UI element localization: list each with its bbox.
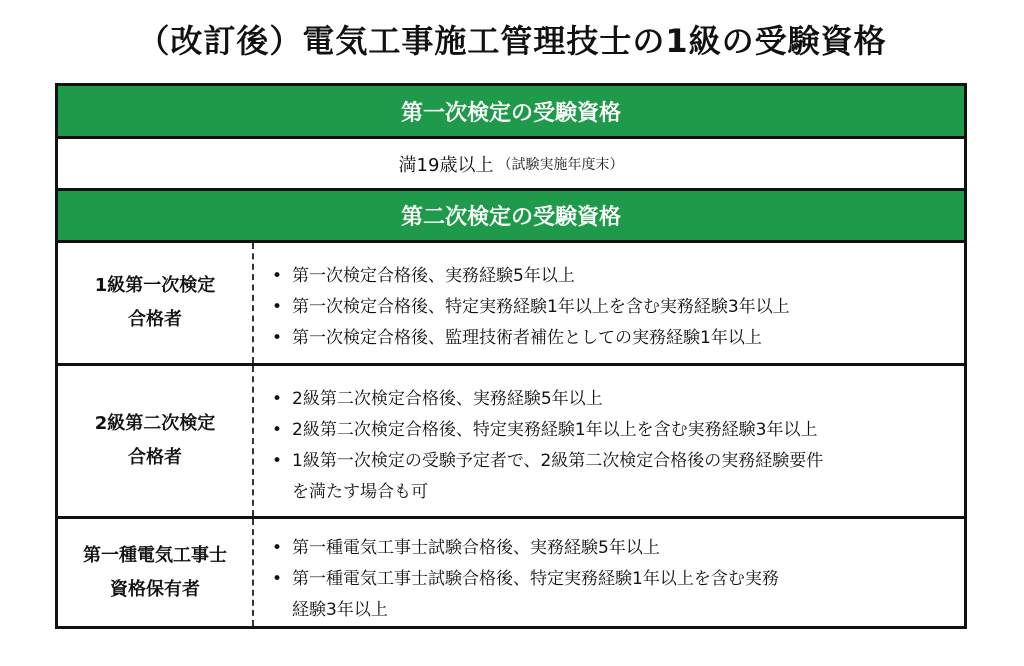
list-item: • 第一次検定合格後、特定実務経験1年以上を含む実務経験3年以上 — [272, 292, 954, 323]
row-label-line: 第一種電気工事士 — [83, 544, 227, 566]
first-exam-requirement: 満19歳以上 — [398, 154, 494, 176]
row-label — [58, 519, 254, 626]
row-label — [58, 243, 254, 363]
list-item: • 1級第一次検定の受験予定者で、2級第二次検定合格後の実務経験要件 を満たす場合も可 — [272, 446, 954, 508]
table-row — [58, 363, 964, 516]
first-exam-note: （試験実施年度末） — [497, 156, 624, 173]
table-row — [58, 243, 964, 363]
list-item: • 第一次検定合格後、監理技術者補佐としての実務経験1年以上 — [272, 323, 954, 354]
qualification-table — [55, 83, 967, 629]
row-conditions — [254, 366, 964, 516]
table-row — [58, 516, 964, 626]
first-exam-requirement-bar — [58, 139, 964, 191]
row-label-line: 合格者 — [128, 309, 182, 330]
row-conditions — [254, 243, 964, 363]
list-item: • 2級第二次検定合格後、実務経験5年以上 — [272, 384, 954, 415]
row-label-line: 2級第二次検定 — [94, 413, 216, 434]
row-conditions — [254, 519, 964, 626]
list-item: • 第一次検定合格後、実務経験5年以上 — [272, 261, 954, 292]
row-label — [58, 366, 254, 516]
second-exam-header: 第二次検定の受験資格 — [58, 191, 964, 243]
row-label-line: 合格者 — [128, 447, 182, 468]
row-label-line: 1級第一次検定 — [94, 275, 216, 296]
page-title: （改訂後）電気工事施工管理技士の1級の受験資格 — [137, 22, 887, 60]
list-item: • 第一種電気工事士試験合格後、実務経験5年以上 — [272, 533, 954, 564]
list-item: • 第一種電気工事士試験合格後、特定実務経験1年以上を含む実務 経験3年以上 — [272, 564, 954, 626]
first-exam-header: 第一次検定の受験資格 — [58, 86, 964, 139]
list-item: • 2級第二次検定合格後、特定実務経験1年以上を含む実務経験3年以上 — [272, 415, 954, 446]
row-label-line: 資格保有者 — [110, 578, 200, 600]
